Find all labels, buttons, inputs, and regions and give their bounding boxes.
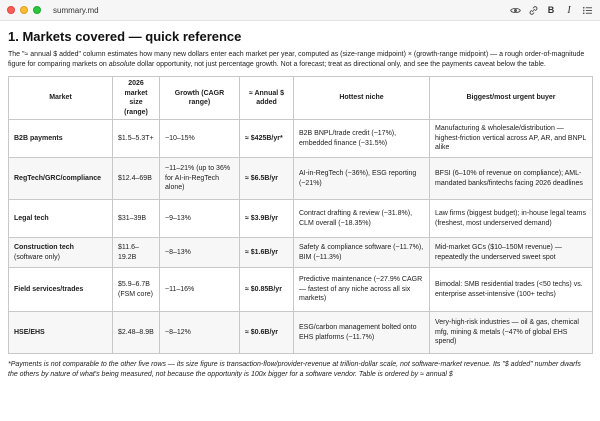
- table-row: [9, 200, 593, 238]
- column-header: 2026 market size (range): [113, 77, 160, 120]
- growth-cell: ~8–13%: [160, 238, 240, 268]
- window-filename: summary.md: [53, 5, 99, 15]
- list-icon[interactable]: [580, 3, 594, 17]
- table-row: [9, 238, 593, 268]
- intro-text: The "≈ annual $ added" column estimates how many new dollars enter each market per year, computed as (size-range midpoint) × (growth-range midpoint) — a rough order-of-magnitude figure for comparing markets on: [8, 51, 585, 68]
- niche-cell: Predictive maintenance (~27.9% CAGR — fastest of any niche across all six markets): [294, 268, 430, 312]
- market-cell: Field services/trades: [9, 268, 113, 312]
- table-row: [9, 120, 593, 158]
- annual-cell: ≈ $0.6B/yr: [240, 312, 294, 354]
- buyer-cell: Very-high-risk industries — oil & gas, chemical mfg, mining & metals (~47% of global EHS spend): [430, 312, 593, 354]
- buyer-cell: Manufacturing & wholesale/distribution — highest-friction vertical across AP, AR, and BNPL alike: [430, 120, 593, 158]
- growth-cell: ~11–16%: [160, 268, 240, 312]
- buyer-cell: BFSI (6–10% of revenue on compliance); AML-mandated banks/fintechs facing 2026 deadlines: [430, 158, 593, 200]
- buyer-cell: Mid-market GCs ($10–150M revenue) — repeatedly the underserved sweet spot: [430, 238, 593, 268]
- market-cell: B2B payments: [9, 120, 113, 158]
- growth-cell: ~10–15%: [160, 120, 240, 158]
- section-heading: 1. Markets covered — quick reference: [8, 29, 242, 44]
- size-cell: $31–39B: [113, 200, 160, 238]
- column-header: ≈ Annual $ added: [240, 77, 294, 120]
- size-cell: $5.9–6.7B (FSM core): [113, 268, 160, 312]
- table-row: [9, 158, 593, 200]
- minimize-window-button[interactable]: [20, 6, 28, 14]
- annual-cell: ≈ $3.9B/yr: [240, 200, 294, 238]
- size-cell: $11.6–19.2B: [113, 238, 160, 268]
- table-header-row: [9, 77, 593, 120]
- growth-cell: ~8–12%: [160, 312, 240, 354]
- size-cell: $12.4–69B: [113, 158, 160, 200]
- column-header: Growth (CAGR range): [160, 77, 240, 120]
- market-qualifier: (software only): [14, 253, 60, 261]
- footnote: *Payments is not comparable to the other five rows — its size figure is transaction-flow/provider-revenue at trillion-dollar scale, not software-market revenue. Its "$ added" number dwarfs the others by nature of what's being measured, not because the opportunity is 100x bigger for a software vendor. Table is ordered by ≈ annual $: [8, 361, 581, 378]
- zoom-window-button[interactable]: [33, 6, 41, 14]
- toolbar: [508, 3, 594, 17]
- window-controls: [7, 6, 41, 14]
- title-bar: [0, 0, 600, 21]
- growth-cell: ~9–13%: [160, 200, 240, 238]
- niche-cell: AI-in-RegTech (~36%), ESG reporting (~21%): [294, 158, 430, 200]
- eye-icon[interactable]: [508, 3, 522, 17]
- link-icon[interactable]: [526, 3, 540, 17]
- italic-button[interactable]: I: [567, 4, 571, 16]
- niche-cell: ESG/carbon management bolted onto EHS platforms (~11.7%): [294, 312, 430, 354]
- size-cell: $2.48–8.9B: [113, 312, 160, 354]
- buyer-cell: Law firms (biggest budget); in-house legal teams (freshest, most underserved demand): [430, 200, 593, 238]
- column-header: Biggest/most urgent buyer: [430, 77, 593, 120]
- niche-cell: B2B BNPL/trade credit (~17%), embedded finance (~31.5%): [294, 120, 430, 158]
- annual-cell: ≈ $425B/yr*: [240, 120, 294, 158]
- market-cell: RegTech/GRC/compliance: [9, 158, 113, 200]
- annual-cell: ≈ $0.85B/yr: [240, 268, 294, 312]
- intro-paragraph: [8, 50, 592, 70]
- bold-button[interactable]: B: [547, 5, 555, 15]
- column-header: Hottest niche: [294, 77, 430, 120]
- buyer-cell: Bimodal: SMB residential trades (<50 techs) vs. enterprise asset-intensive (100+ techs): [430, 268, 593, 312]
- annual-cell: ≈ $1.6B/yr: [240, 238, 294, 268]
- niche-cell: Safety & compliance software (~11.7%), BIM (~11.3%): [294, 238, 430, 268]
- size-cell: $1.5–5.3T+: [113, 120, 160, 158]
- column-header: Market: [9, 77, 113, 120]
- market-cell: [9, 238, 113, 268]
- table-row: [9, 312, 593, 354]
- market-cell: HSE/EHS: [9, 312, 113, 354]
- intro-emphasis: absolute: [108, 61, 136, 68]
- annual-cell: ≈ $6.5B/yr: [240, 158, 294, 200]
- niche-cell: Contract drafting & review (~31.8%), CLM overall (~18.35%): [294, 200, 430, 238]
- table-row: [9, 268, 593, 312]
- document-body: [0, 21, 600, 380]
- markets-table: [8, 76, 593, 354]
- market-name: Construction tech: [14, 244, 74, 251]
- market-cell: Legal tech: [9, 200, 113, 238]
- intro-text-end: dollar opportunity, not just percentage growth. Not a forecast; treat as directional only, and see the payments caveat below the table.: [135, 61, 546, 68]
- close-window-button[interactable]: [7, 6, 15, 14]
- growth-cell: ~11–21% (up to 36% for AI-in-RegTech alone): [160, 158, 240, 200]
